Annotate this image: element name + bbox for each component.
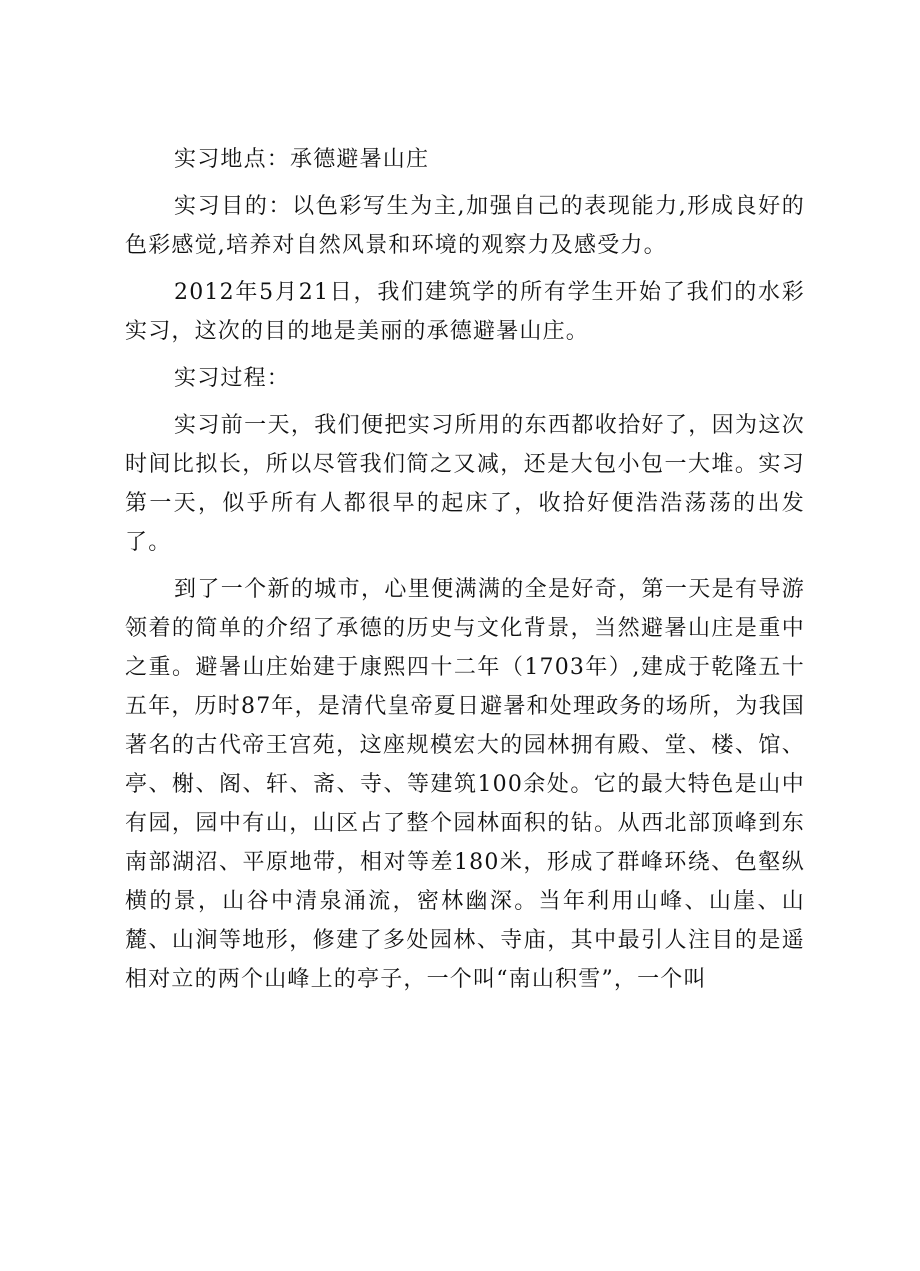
- paragraph-preparation: 实习前一天，我们便把实习所用的东西都收拾好了，因为这次时间比拟长，所以尽管我们简之又减，还是大包小包一大堆。实习第一天，似乎所有人都很早的起床了，收拾好便浩浩荡荡的出发了。: [125, 413, 805, 555]
- paragraph-location: 实习地点：承德避暑山庄: [174, 147, 430, 172]
- paragraph-date: 2012年5月21日，我们建筑学的所有学生开始了我们的水彩实习，这次的目的地是美丽的承德避暑山庄。: [125, 280, 805, 344]
- paragraph-process-heading: 实习过程：: [174, 366, 291, 391]
- paragraph-history: 到了一个新的城市，心里便满满的全是好奇，第一天是有导游领着的简单的介绍了承德的历史与文化背景，当然避暑山庄是重中之重。避暑山庄始建于康熙四十二年（1703年）,建成于乾隆五十五年，历时87年，是清代皇帝夏日避暑和处理政务的场所，为我国著名的古代帝王宫苑，这座规模宏大的园林拥有殿、堂、楼、馆、亭、榭、阁、轩、斋、寺、等建筑100余处。它的最大特色是山中有园，园中有山，山区占了整个园林面积的钻。从西北部顶峰到东南部湖沼、平原地带，相对等差180米，形成了群峰环绕、色壑纵横的景，山谷中清泉涌流，密林幽深。当年利用山峰、山崖、山麓、山涧等地形，修建了多处园林、寺庙，其中最引人注目的是遥相对立的两个山峰上的亭子，一个叫“南山积雪”，一个叫: [125, 577, 805, 992]
- document-page: [125, 140, 805, 1007]
- paragraph-purpose: 实习目的：以色彩写生为主,加强自己的表现能力,形成良好的色彩感觉,培养对自然风景和环境的观察力及感受力。: [125, 194, 805, 258]
